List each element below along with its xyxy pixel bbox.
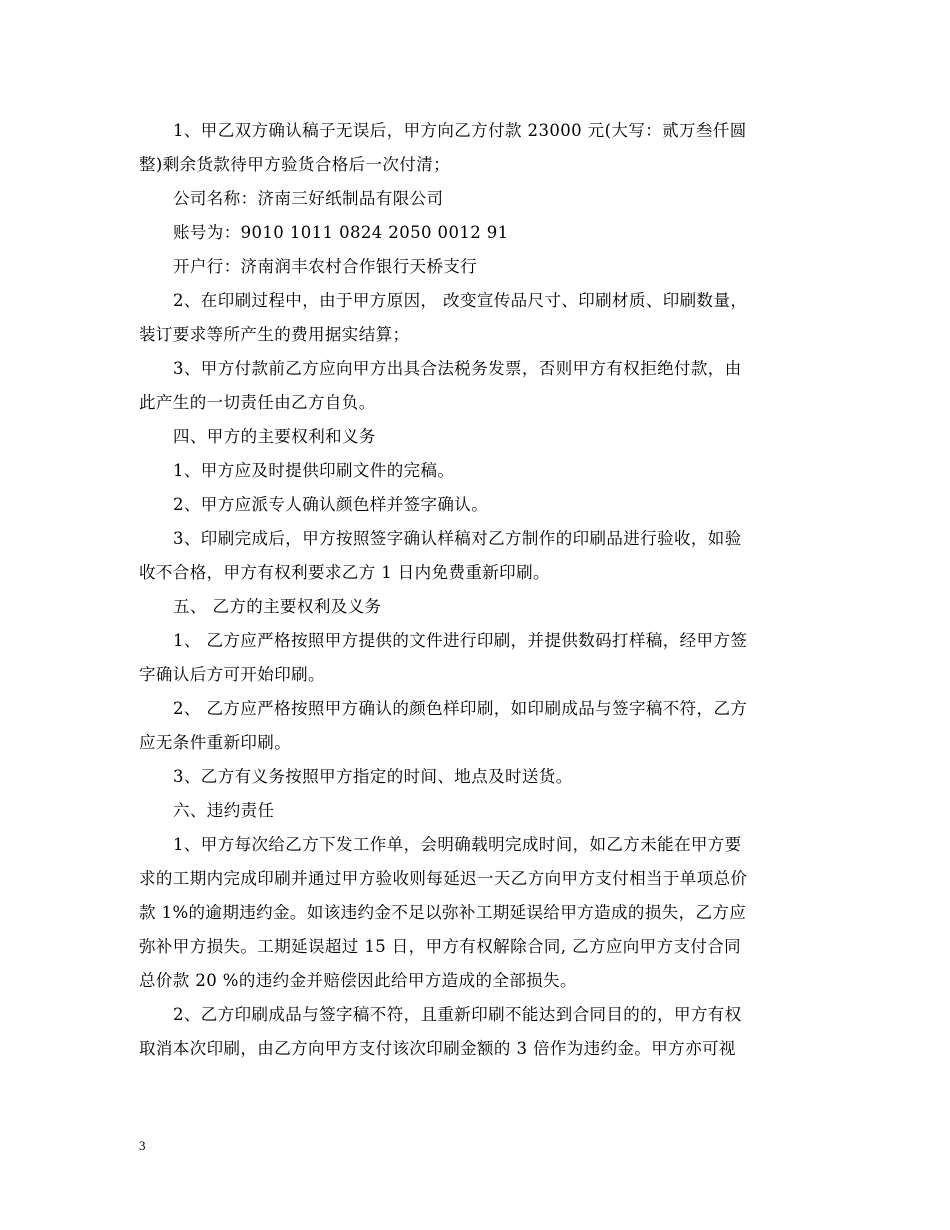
paragraph-line: 1、甲方应及时提供印刷文件的完稿。 [173,461,455,480]
section-heading: 四、甲方的主要权利和义务 [173,427,376,446]
paragraph-line: 求的工期内完成印刷并通过甲方验收则每延迟一天乙方向甲方支付相当于单项总价 [139,869,748,888]
paragraph-line: 2、 乙方应严格按照甲方确认的颜色样印刷，如印刷成品与签字稿不符，乙方 [173,699,748,718]
section-heading: 六、违约责任 [173,801,275,820]
company-name-line: 公司名称：济南三好纸制品有限公司 [173,189,444,208]
paragraph-line: 款 1%的逾期违约金。如该违约金不足以弥补工期延误给甲方造成的损失，乙方应 [139,903,747,922]
paragraph-line: 整)剩余货款待甲方验货合格后一次付清； [139,155,451,174]
paragraph-line: 3、甲方付款前乙方应向甲方出具合法税务发票，否则甲方有权拒绝付款，由 [173,359,742,378]
paragraph-line: 取消本次印刷，由乙方向甲方支付该次印刷金额的 3 倍作为违约金。甲方亦可视 [139,1039,736,1058]
page-number: 3 [139,1138,146,1153]
bank-line: 开户行：济南润丰农村合作银行天桥支行 [173,257,478,276]
account-number-line: 账号为：9010 1011 0824 2050 0012 91 [173,223,509,242]
paragraph-line: 总价款 20 %的违约金并赔偿因此给甲方造成的全部损失。 [139,971,577,990]
paragraph-line: 1、甲乙双方确认稿子无误后，甲方向乙方付款 23000 元(大写：贰万叁仟圆 [173,121,747,140]
paragraph-line: 2、在印刷过程中，由于甲方原因， 改变宣传品尺寸、印刷材质、印刷数量， [173,291,748,310]
paragraph-line: 弥补甲方损失。工期延误超过 15 日，甲方有权解除合同, 乙方应向甲方支付合同 [139,937,742,956]
paragraph-line: 装订要求等所产生的费用据实结算； [139,325,410,344]
document-body [139,114,811,1066]
paragraph-line: 应无条件重新印刷。 [139,733,292,752]
paragraph-line: 2、甲方应派专人确认颜色样并签字确认。 [173,495,489,514]
paragraph-line: 1、 乙方应严格按照甲方提供的文件进行印刷，并提供数码打样稿，经甲方签 [173,631,748,650]
paragraph-line: 2、乙方印刷成品与签字稿不符，且重新印刷不能达到合同目的的，甲方有权 [173,1005,742,1024]
paragraph-line: 收不合格，甲方有权利要求乙方 1 日内免费重新印刷。 [139,563,550,582]
section-heading: 五、 乙方的主要权利及义务 [173,597,382,616]
paragraph-line: 3、乙方有义务按照甲方指定的时间、地点及时送货。 [173,767,573,786]
paragraph-line: 1、甲方每次给乙方下发工作单，会明确载明完成时间，如乙方未能在甲方要 [173,835,742,854]
paragraph-line: 字确认后方可开始印刷。 [139,665,325,684]
paragraph-line: 3、印刷完成后，甲方按照签字确认样稿对乙方制作的印刷品进行验收，如验 [173,529,742,548]
paragraph-line: 此产生的一切责任由乙方自负。 [139,393,376,412]
